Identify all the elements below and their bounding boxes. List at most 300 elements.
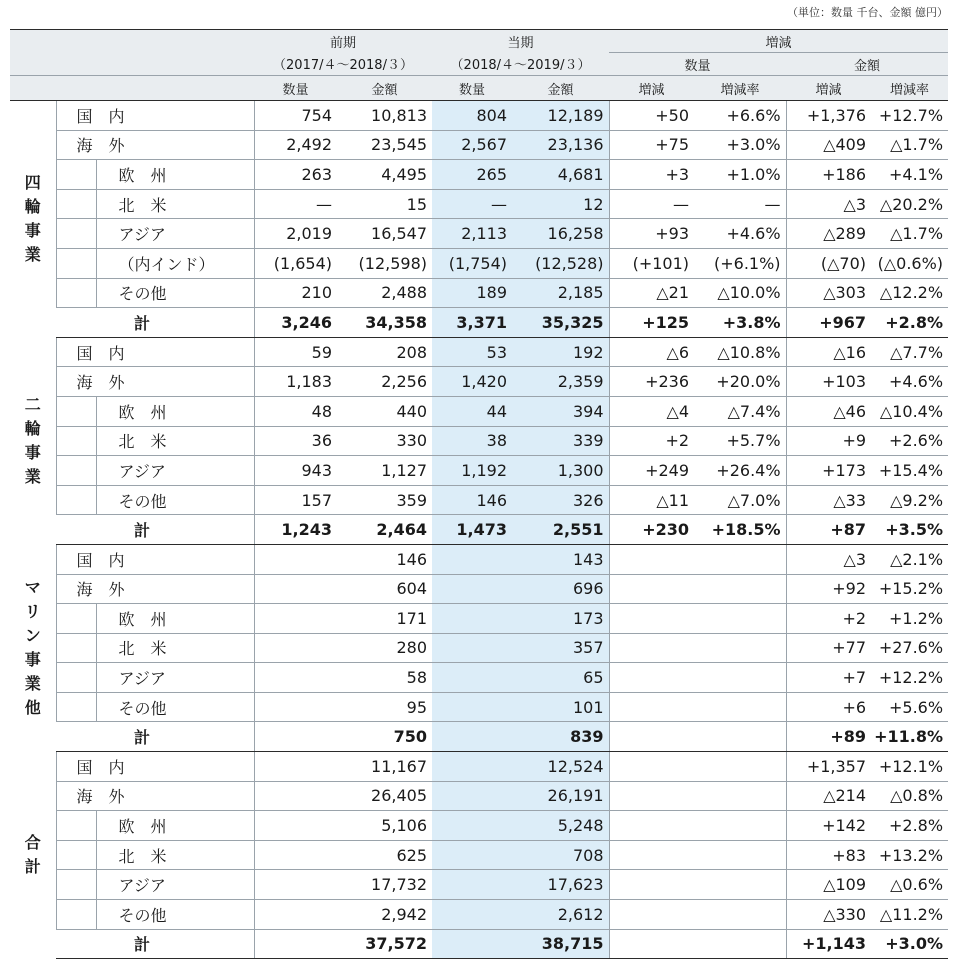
- cell-prev-qty: 2,019: [254, 219, 337, 249]
- indent-spacer: [56, 692, 96, 722]
- cell-qty-diff: +236: [609, 367, 694, 397]
- cell-qty-diff: +125: [609, 308, 694, 338]
- cell-curr-amt: 2,359: [512, 367, 609, 397]
- segment-label: [10, 752, 56, 959]
- cell-curr-qty: 53: [432, 337, 512, 367]
- row-label: 計: [56, 722, 254, 752]
- cell-curr-amt: 173: [512, 604, 609, 634]
- cell-qty-diff: [609, 544, 694, 574]
- cell-amt-diff: +77: [786, 633, 871, 663]
- row-label: 国 内: [56, 752, 254, 782]
- cell-curr-qty: 2,567: [432, 130, 512, 160]
- indent-spacer: [56, 456, 96, 486]
- table-row: [10, 781, 948, 811]
- cell-curr-amt: 2,612: [512, 900, 609, 930]
- cell-qty-diff: +230: [609, 515, 694, 545]
- header-curr-period: （2018/４～2019/３）: [432, 53, 609, 76]
- cell-prev-amt: (12,598): [337, 248, 432, 278]
- cell-prev-qty: [254, 544, 337, 574]
- cell-curr-qty: 3,371: [432, 308, 512, 338]
- table-header: [10, 30, 948, 101]
- cell-prev-amt: 4,495: [337, 160, 432, 190]
- cell-amt-rate: △12.2%: [879, 283, 944, 303]
- cell-curr-qty: 38: [432, 426, 512, 456]
- cell-curr-amt: 26,191: [512, 781, 609, 811]
- total-row: [10, 929, 948, 959]
- cell-curr-qty: 189: [432, 278, 512, 308]
- cell-amt-rate: △10.4%: [871, 396, 948, 426]
- cell-curr-amt: (12,528): [512, 248, 609, 278]
- cell-amt-rate: +12.2%: [871, 663, 948, 693]
- unit-note: （単位：数量 千台、金額 億円）: [787, 6, 948, 19]
- cell-prev-qty: [254, 781, 337, 811]
- cell-prev-amt: 58: [337, 663, 432, 693]
- cell-amt-rate: △0.8%: [871, 781, 948, 811]
- cell-prev-amt: 34,358: [337, 308, 432, 338]
- cell-prev-amt: 5,106: [337, 811, 432, 841]
- row-label: 欧 州: [96, 604, 254, 634]
- cell-amt-rate: +3.5%: [871, 515, 948, 545]
- cell-qty-rate: [694, 544, 786, 574]
- cell-curr-qty: 146: [432, 485, 512, 515]
- row-label: アジア: [96, 870, 254, 900]
- header-amt-diff: 増減: [786, 76, 871, 101]
- cell-curr-qty: 2,113: [432, 219, 512, 249]
- row-label: 国 内: [56, 544, 254, 574]
- indent-spacer: [56, 189, 96, 219]
- header-amt-rate: 増減率: [871, 76, 948, 101]
- cell-curr-amt: 4,681: [512, 160, 609, 190]
- cell-qty-rate: △10.0%: [717, 283, 781, 303]
- cell-curr-qty: [432, 663, 512, 693]
- cell-qty-diff: [609, 663, 694, 693]
- cell-prev-amt: 2,488: [381, 283, 428, 303]
- cell-amt-rate: +2.8%: [871, 811, 948, 841]
- cell-curr-qty: [432, 633, 512, 663]
- cell-prev-qty: [254, 604, 337, 634]
- cell-prev-qty: 263: [254, 160, 337, 190]
- cell-qty-diff: +50: [609, 101, 694, 131]
- cell-amt-rate: △1.7%: [871, 130, 948, 160]
- table-row: [10, 544, 948, 574]
- cell-prev-amt: 95: [406, 697, 428, 717]
- cell-prev-qty: [254, 811, 337, 841]
- cell-amt-diff: △303: [786, 278, 871, 308]
- cell-qty-diff: [609, 900, 694, 930]
- cell-curr-qty: [432, 574, 512, 604]
- cell-amt-rate: +12.1%: [871, 752, 948, 782]
- cell-amt-diff: △33: [786, 485, 871, 515]
- cell-qty-diff: [609, 840, 694, 870]
- cell-qty-diff: [609, 752, 694, 782]
- cell-qty-diff: [609, 929, 694, 959]
- cell-qty-diff: +75: [609, 130, 694, 160]
- cell-amt-rate: +11.8%: [871, 722, 948, 752]
- cell-prev-amt: 11,167: [337, 752, 432, 782]
- cell-qty-diff: [609, 811, 694, 841]
- cell-qty-diff: +93: [609, 219, 694, 249]
- header-blank-2: [10, 76, 254, 101]
- row-label: 海 外: [56, 781, 254, 811]
- cell-qty-rate: +1.0%: [694, 160, 786, 190]
- cell-curr-qty: 1,473: [432, 515, 512, 545]
- table-row: [10, 752, 948, 782]
- cell-qty-diff: [609, 722, 694, 752]
- cell-prev-qty: 157: [254, 485, 337, 515]
- cell-curr-qty: —: [432, 189, 512, 219]
- cell-prev-amt: 26,405: [337, 781, 432, 811]
- cell-prev-amt: 17,732: [337, 870, 432, 900]
- table-row: [10, 160, 948, 190]
- row-label: 国 内: [56, 101, 254, 131]
- cell-prev-amt: 1,127: [337, 456, 432, 486]
- cell-qty-diff: +249: [609, 456, 694, 486]
- cell-curr-amt: 35,325: [512, 308, 609, 338]
- cell-curr-qty: [432, 752, 512, 782]
- cell-curr-qty: [432, 870, 512, 900]
- table-body: [10, 101, 948, 959]
- cell-prev-amt: 16,547: [337, 219, 432, 249]
- cell-amt-diff: △330: [786, 900, 871, 930]
- table-row: [10, 367, 948, 397]
- cell-qty-rate: [694, 692, 786, 722]
- cell-prev-amt: 15: [337, 189, 432, 219]
- cell-amt-diff: +2: [786, 604, 871, 634]
- cell-amt-diff: +173: [786, 456, 871, 486]
- cell-amt-rate: △20.2%: [871, 189, 948, 219]
- cell-amt-diff: △3: [786, 189, 871, 219]
- cell-amt-diff: +1,357: [786, 752, 871, 782]
- indent-spacer: [56, 840, 96, 870]
- cell-prev-amt: 208: [337, 337, 432, 367]
- row-label: その他: [96, 900, 254, 930]
- cell-qty-diff: [609, 870, 694, 900]
- cell-qty-rate: [694, 840, 786, 870]
- indent-spacer: [56, 633, 96, 663]
- indent-spacer: [56, 604, 96, 634]
- cell-amt-diff: +7: [786, 663, 871, 693]
- cell-prev-amt: 750: [337, 722, 432, 752]
- cell-qty-diff: [609, 781, 694, 811]
- cell-amt-diff: +89: [786, 722, 871, 752]
- cell-amt-diff: △109: [786, 870, 871, 900]
- cell-amt-diff: +83: [786, 840, 871, 870]
- cell-amt-diff: +142: [786, 811, 871, 841]
- cell-curr-amt: 192: [512, 337, 609, 367]
- cell-amt-diff: +186: [786, 160, 871, 190]
- cell-amt-rate: △7.7%: [871, 337, 948, 367]
- total-row: [10, 515, 948, 545]
- segment-name: 二輪事業: [24, 394, 41, 486]
- indent-spacer: [56, 900, 96, 930]
- table-row: [10, 189, 948, 219]
- cell-prev-qty: 59: [254, 337, 337, 367]
- cell-qty-diff: △6: [609, 337, 694, 367]
- cell-amt-diff: +967: [786, 308, 871, 338]
- cell-prev-qty: 3,246: [254, 308, 337, 338]
- cell-amt-rate: +4.1%: [871, 160, 948, 190]
- cell-amt-diff: +1,143: [786, 929, 871, 959]
- segment-label: [10, 544, 56, 751]
- cell-curr-qty: 1,192: [432, 456, 512, 486]
- cell-amt-rate: +13.2%: [871, 840, 948, 870]
- cell-curr-amt: 394: [512, 396, 609, 426]
- cell-amt-rate: +15.2%: [871, 574, 948, 604]
- cell-prev-qty: [254, 929, 337, 959]
- row-label: アジア: [96, 663, 254, 693]
- cell-qty-rate: +20.0%: [694, 367, 786, 397]
- row-label: その他: [96, 485, 254, 515]
- cell-curr-amt: 708: [512, 840, 609, 870]
- total-row: [10, 308, 948, 338]
- header-change: 増減: [609, 30, 948, 53]
- row-label: アジア: [96, 219, 254, 249]
- cell-prev-qty: —: [254, 189, 337, 219]
- cell-curr-amt: 696: [512, 574, 609, 604]
- cell-qty-diff: +2: [609, 426, 694, 456]
- header-amt-group: 金額: [786, 53, 948, 76]
- row-label: 計: [56, 308, 254, 338]
- cell-prev-amt: 23,545: [337, 130, 432, 160]
- cell-qty-rate: +6.6%: [694, 101, 786, 131]
- cell-prev-amt: 37,572: [337, 929, 432, 959]
- cell-amt-rate: +12.7%: [871, 101, 948, 131]
- cell-qty-rate: [694, 781, 786, 811]
- row-label: 欧 州: [96, 396, 254, 426]
- total-row: [10, 722, 948, 752]
- indent-spacer: [56, 248, 96, 278]
- header-curr-amt: 金額: [512, 76, 609, 101]
- cell-curr-amt: 357: [512, 633, 609, 663]
- cell-curr-qty: [432, 929, 512, 959]
- cell-prev-qty: 754: [254, 101, 337, 131]
- indent-spacer: [56, 663, 96, 693]
- row-label: 計: [56, 515, 254, 545]
- cell-curr-qty: [432, 544, 512, 574]
- table-row: [10, 337, 948, 367]
- row-label: 北 米: [96, 840, 254, 870]
- cell-prev-amt: 10,813: [337, 101, 432, 131]
- cell-curr-qty: 265: [432, 160, 512, 190]
- cell-qty-diff: —: [609, 189, 694, 219]
- cell-curr-amt: 12,524: [512, 752, 609, 782]
- cell-prev-qty: [254, 663, 337, 693]
- header-qty-rate: 増減率: [694, 76, 786, 101]
- cell-qty-rate: +3.0%: [694, 130, 786, 160]
- row-label: 北 米: [96, 633, 254, 663]
- table-row: [10, 870, 948, 900]
- cell-prev-qty: 2,492: [254, 130, 337, 160]
- cell-curr-qty: [432, 692, 512, 722]
- row-label: 計: [56, 929, 254, 959]
- cell-prev-qty: 36: [254, 426, 337, 456]
- table-row: [10, 574, 948, 604]
- cell-amt-rate: +2.8%: [871, 308, 948, 338]
- row-label: （内インド）: [96, 248, 254, 278]
- cell-curr-qty: 804: [432, 101, 512, 131]
- indent-spacer: [56, 485, 96, 515]
- table-row: [10, 663, 948, 693]
- header-prev-period: （2017/４～2018/３）: [254, 53, 432, 76]
- cell-curr-qty: [432, 781, 512, 811]
- cell-prev-amt: 330: [337, 426, 432, 456]
- cell-qty-rate: [694, 663, 786, 693]
- cell-qty-rate: [694, 574, 786, 604]
- header-qty-diff: 増減: [609, 76, 694, 101]
- cell-amt-diff: +1,376: [786, 101, 871, 131]
- cell-qty-rate: △7.0%: [727, 490, 781, 510]
- cell-prev-qty: [254, 870, 337, 900]
- table-row: [10, 485, 948, 515]
- indent-spacer: [56, 870, 96, 900]
- cell-qty-rate: —: [694, 189, 786, 219]
- cell-curr-amt: 16,258: [512, 219, 609, 249]
- cell-prev-qty: [254, 633, 337, 663]
- cell-amt-diff: +103: [786, 367, 871, 397]
- cell-qty-rate: +3.8%: [694, 308, 786, 338]
- cell-amt-rate: +3.0%: [871, 929, 948, 959]
- cell-prev-qty: 48: [254, 396, 337, 426]
- table-row: [10, 604, 948, 634]
- cell-amt-rate: △11.2%: [879, 904, 944, 924]
- cell-curr-qty: 44: [432, 396, 512, 426]
- cell-qty-rate: [694, 604, 786, 634]
- cell-prev-amt: 2,256: [337, 367, 432, 397]
- cell-amt-rate: +4.6%: [871, 367, 948, 397]
- header-curr-qty: 数量: [432, 76, 512, 101]
- cell-amt-diff: +9: [786, 426, 871, 456]
- cell-prev-amt: 2,942: [381, 904, 428, 924]
- cell-qty-diff: (+101): [609, 248, 694, 278]
- cell-amt-rate: +1.2%: [871, 604, 948, 634]
- indent-spacer: [56, 160, 96, 190]
- cell-qty-diff: △4: [609, 396, 694, 426]
- cell-curr-qty: [432, 722, 512, 752]
- cell-amt-rate: △2.1%: [871, 544, 948, 574]
- table-row: [10, 456, 948, 486]
- cell-amt-diff: △409: [786, 130, 871, 160]
- cell-qty-diff: [609, 574, 694, 604]
- cell-qty-diff: [609, 604, 694, 634]
- cell-amt-diff: +92: [786, 574, 871, 604]
- cell-amt-diff: △3: [786, 544, 871, 574]
- cell-amt-rate: △1.7%: [871, 219, 948, 249]
- header-blank: [10, 30, 254, 76]
- cell-qty-rate: (+6.1%): [694, 248, 786, 278]
- sales-table: [10, 29, 948, 959]
- cell-prev-qty: [254, 840, 337, 870]
- cell-qty-rate: [694, 633, 786, 663]
- cell-qty-diff: [609, 692, 694, 722]
- indent-spacer: [56, 426, 96, 456]
- row-label: 国 内: [56, 337, 254, 367]
- cell-prev-amt: 359: [396, 490, 428, 510]
- cell-amt-rate: +5.6%: [888, 697, 944, 717]
- header-prev: 前期: [254, 30, 432, 53]
- cell-prev-qty: 1,243: [254, 515, 337, 545]
- segment-label: [10, 101, 56, 338]
- cell-qty-rate: +4.6%: [694, 219, 786, 249]
- cell-qty-diff: △11: [609, 485, 694, 515]
- segment-label: [10, 337, 56, 544]
- cell-prev-qty: 210: [254, 278, 337, 308]
- cell-qty-rate: [694, 811, 786, 841]
- table-row: [10, 278, 948, 308]
- cell-prev-qty: (1,654): [254, 248, 337, 278]
- cell-qty-rate: [694, 722, 786, 752]
- cell-curr-amt: 23,136: [512, 130, 609, 160]
- table-row: [10, 840, 948, 870]
- cell-amt-diff: △16: [786, 337, 871, 367]
- row-label: その他: [96, 278, 254, 308]
- cell-curr-qty: [432, 604, 512, 634]
- cell-curr-qty: (1,754): [432, 248, 512, 278]
- cell-qty-rate: +5.7%: [694, 426, 786, 456]
- row-label: 欧 州: [96, 811, 254, 841]
- cell-curr-amt: 38,715: [512, 929, 609, 959]
- cell-qty-diff: +3: [609, 160, 694, 190]
- cell-curr-amt: 1,300: [512, 456, 609, 486]
- cell-prev-qty: 943: [254, 456, 337, 486]
- cell-prev-amt: 280: [337, 633, 432, 663]
- cell-qty-rate: [694, 900, 786, 930]
- table-row: [10, 692, 948, 722]
- cell-qty-rate: [694, 870, 786, 900]
- header-curr: 当期: [432, 30, 609, 53]
- cell-curr-amt: 17,623: [512, 870, 609, 900]
- header-qty-group: 数量: [609, 53, 786, 76]
- cell-qty-rate: +18.5%: [694, 515, 786, 545]
- indent-spacer: [56, 396, 96, 426]
- row-label: 北 米: [96, 189, 254, 219]
- cell-curr-amt: 12,189: [512, 101, 609, 131]
- table-row: [10, 900, 948, 930]
- segment-name: 合計: [24, 833, 41, 877]
- cell-curr-amt: 339: [512, 426, 609, 456]
- row-label: 海 外: [56, 574, 254, 604]
- cell-curr-amt: 12: [512, 189, 609, 219]
- cell-amt-rate: (△0.6%): [871, 248, 948, 278]
- row-label: 北 米: [96, 426, 254, 456]
- cell-prev-qty: [254, 752, 337, 782]
- cell-amt-rate: +15.4%: [871, 456, 948, 486]
- row-label: アジア: [96, 456, 254, 486]
- cell-qty-diff: △21: [609, 278, 694, 308]
- cell-curr-amt: 65: [512, 663, 609, 693]
- cell-amt-diff: △289: [786, 219, 871, 249]
- cell-curr-qty: 1,420: [432, 367, 512, 397]
- cell-amt-rate: +2.6%: [871, 426, 948, 456]
- cell-prev-qty: 1,183: [254, 367, 337, 397]
- cell-prev-amt: 146: [337, 544, 432, 574]
- cell-prev-amt: 604: [337, 574, 432, 604]
- table-row: [10, 811, 948, 841]
- row-label: 海 外: [56, 130, 254, 160]
- segment-name: 四輪事業: [24, 173, 41, 265]
- cell-curr-amt: 5,248: [512, 811, 609, 841]
- cell-amt-diff: △214: [786, 781, 871, 811]
- header-prev-amt: 金額: [337, 76, 432, 101]
- indent-spacer: [56, 811, 96, 841]
- cell-amt-rate: △9.2%: [890, 490, 944, 510]
- cell-curr-amt: 326: [512, 485, 609, 515]
- cell-curr-amt: 839: [512, 722, 609, 752]
- cell-qty-rate: [694, 929, 786, 959]
- cell-curr-qty: [432, 811, 512, 841]
- table-row: [10, 248, 948, 278]
- table-row: [10, 130, 948, 160]
- cell-curr-qty: [432, 900, 512, 930]
